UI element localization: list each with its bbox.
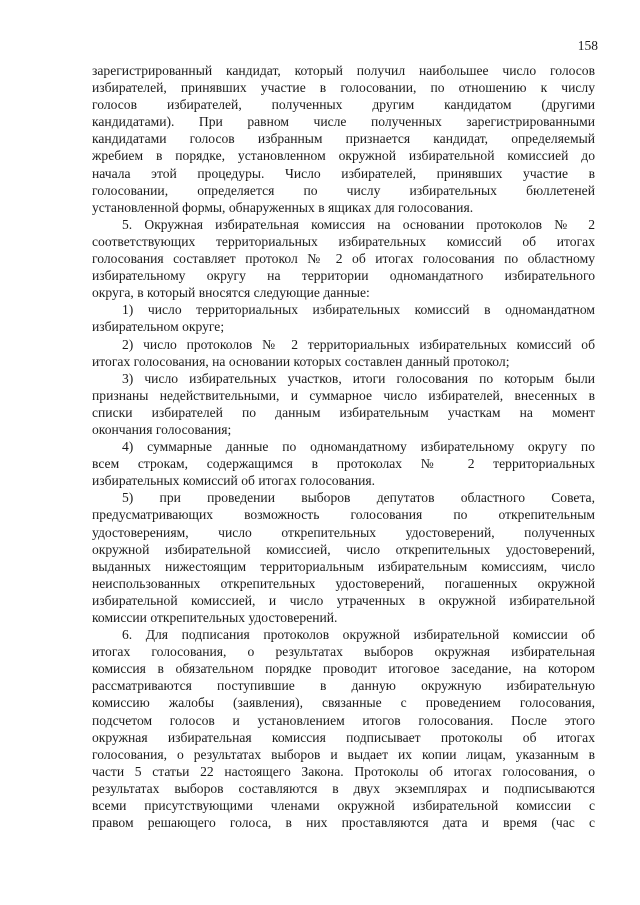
text-line: избирателей, принявших участие в голосовании, по отношению к числу — [92, 80, 595, 96]
text-line: 2) число протоколов № 2 территориальных избирательных комиссий об — [122, 336, 595, 352]
text-line: окружной избирательной комиссией, число открепительных удостоверений, — [92, 541, 595, 557]
text-line: 6. Для подписания протоколов окружной избирательной комиссии об — [122, 627, 595, 643]
text-line: итогах голосования, на основании которых составлен данный протокол; — [92, 353, 510, 369]
text-line: кандидатами голосов избранным признается кандидат, определяемый — [92, 131, 595, 147]
text-line: всем строкам, содержащимся в протоколах № 2 территориальных — [92, 456, 595, 472]
text-line: жребием в порядке, установленном окружной избирательной комиссией до — [92, 148, 595, 164]
text-line: комиссию жалобы (заявления), связанные с проведением голосования, — [92, 695, 595, 711]
text-line: избирательной комиссией, и число утраченных в окружной избирательной — [92, 592, 595, 608]
text-line: правом решающего голоса, в них проставляются дата и время (час с — [92, 815, 595, 831]
text-line: начала этой процедуры. Число избирателей, принявших участие в — [92, 165, 595, 181]
text-line: голосов избирателей, полученных другим кандидатом (другими — [92, 97, 595, 113]
text-line: комиссия в обязательном порядке проводит итоговое заседание, на котором — [92, 661, 595, 677]
text-line: предусматривающих возможность голосования по открепительным — [92, 507, 595, 523]
text-line: списки избирателей по данным избирательным участкам на момент — [92, 404, 595, 420]
text-line: 4) суммарные данные по одномандатному избирательному округу по — [122, 439, 595, 455]
text-line: 5. Окружная избирательная комиссия на основании протоколов № 2 — [122, 216, 595, 232]
text-line: окончания голосования; — [92, 421, 232, 437]
text-line: округа, в который вносятся следующие данные: — [92, 285, 370, 301]
text-line: голосования, о результатах выборов и выдает их копии лицам, указанным в — [92, 746, 595, 762]
text-line: результатах выборов составляются в двух экземплярах и подписываются — [92, 780, 595, 796]
text-line: установленной формы, обнаруженных в ящиках для голосования. — [92, 199, 474, 215]
text-line: части 5 статьи 22 настоящего Закона. Протоколы об итогах голосования, о — [92, 763, 595, 779]
text-line: кандидатами). При равном числе полученных зарегистрированными — [92, 114, 595, 130]
body-text — [92, 62, 595, 831]
text-line: неиспользованных открепительных удостоверений, погашенных окружной — [92, 575, 595, 591]
text-line: 1) число территориальных избирательных комиссий в одномандатном — [122, 302, 595, 318]
text-line: голосовании, определяется по числу избирательных бюллетеней — [92, 182, 595, 198]
text-line: подсчетом голосов и установлением итогов голосования. После этого — [92, 712, 595, 728]
text-line: удостоверениям, число открепительных удостоверений, полученных — [92, 524, 595, 540]
text-line: окружная избирательная комиссия подписывает протоколы об итогах — [92, 729, 595, 745]
text-line: 3) число избирательных участков, итоги голосования по которым были — [122, 370, 595, 386]
text-line: избирательных комиссий об итогах голосования. — [92, 473, 376, 489]
text-line: всеми присутствующими членами окружной избирательной комиссии с — [92, 798, 595, 814]
text-line: признаны недействительными, и суммарное число избирателей, внесенных в — [92, 387, 595, 403]
text-line: голосования составляет протокол № 2 об итогах голосования по областному — [92, 251, 595, 267]
text-line: 5) при проведении выборов депутатов областного Совета, — [122, 490, 595, 506]
text-line: рассматриваются поступившие в данную окружную избирательную — [92, 678, 595, 694]
text-line: итогах голосования, о результатах выборов окружная избирательная — [92, 644, 595, 660]
text-line: избирательному округу на территории одномандатного избирательного — [92, 268, 595, 284]
text-line: комиссии открепительных удостоверений. — [92, 610, 338, 625]
text-line: избирательном округе; — [92, 319, 225, 335]
page-number: 158 — [577, 38, 598, 53]
text-line: соответствующих территориальных избирательных комиссий об итогах — [92, 233, 595, 249]
text-line: выданных нижестоящим территориальным избирательным комиссиям, число — [92, 558, 595, 574]
text-line: зарегистрированный кандидат, который получил наибольшее число голосов — [92, 63, 595, 78]
